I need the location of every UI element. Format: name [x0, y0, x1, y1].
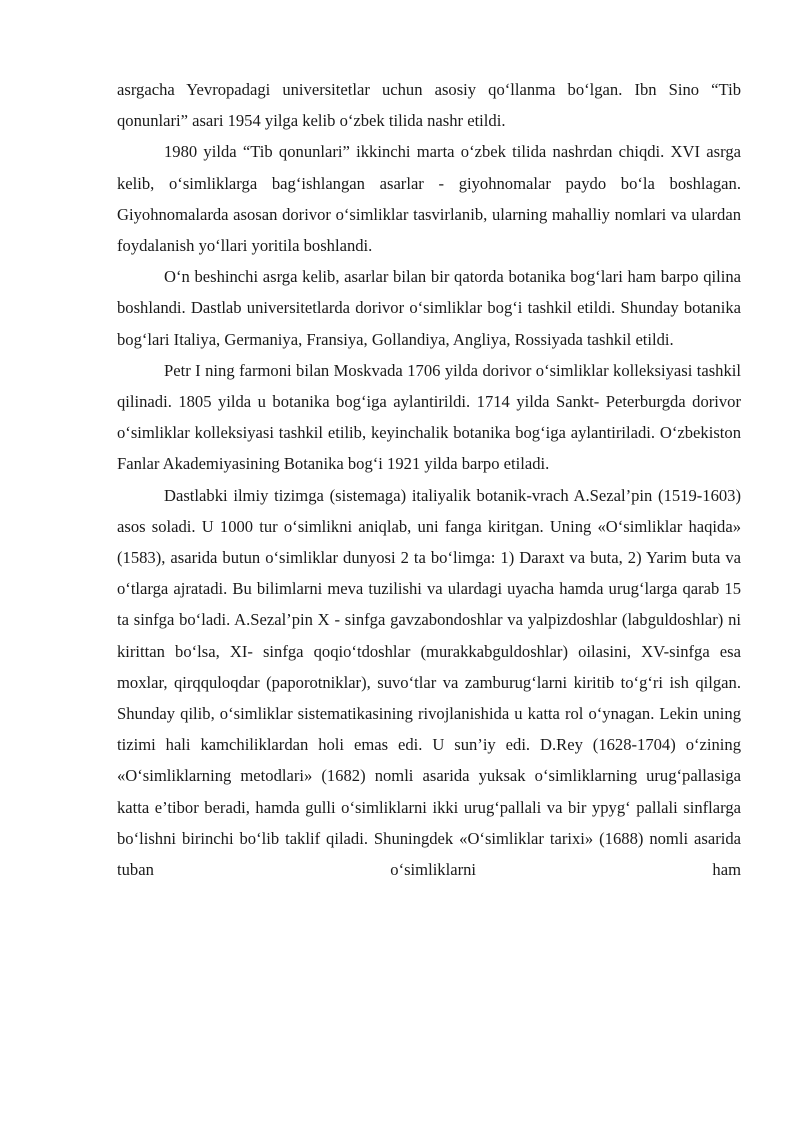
paragraph: O‘n beshinchi asrga kelib, asarlar bilan bir qatorda botanika bog‘lari ham barpo qilina boshlandi. Dastlab universitetlarda dorivor o‘simliklar bog‘i tashkil etildi. Shunday botanika bog‘lari Italiya, Germaniya, Fransiya, Gollandiya, Angliya, Rossiyada tashkil etildi.: [117, 267, 741, 349]
paragraph: Petr I ning farmoni bilan Moskvada 1706 yilda dorivor o‘simliklar kolleksiyasi tashkil qilinadi. 1805 yilda u botanika bog‘iga aylantirildi. 1714 yilda Sankt- Peterburgda dorivor o‘simliklar kolleksiyasi tashkil etilib, keyinchalik botanika bog‘iga aylantiriladi. O‘zbekiston Fanlar Akademiyasining Botanika bog‘i 1921 yilda barpo etiladi.: [117, 360, 741, 474]
paragraph: asrgacha Yevropadagi universitetlar uchun asosiy qo‘llanma bo‘lgan. Ibn Sino “Tib qonunlari” asari 1954 yilga kelib o‘zbek tilida nashr etildi.: [117, 80, 741, 131]
body-text: [117, 74, 741, 885]
paragraph: 1980 yilda “Tib qonunlari” ikkinchi marta o‘zbek tilida nashrdan chiqdi. XVI asrga kelib, o‘simliklarga bag‘ishlangan asarlar - giyohnomalar paydo bo‘la boshlagan. Giyohnomalarda asosan dorivor o‘simliklar tasvirlanib, ularning mahalliy nomlari va ulardan foydalanish yo‘llari yoritila boshlandi.: [117, 142, 741, 256]
paragraph: Dastlabki ilmiy tizimga (sistemaga) italiyalik botanik-vrach A.Sezal’pin (1519-1603) asos soladi. U 1000 tur o‘simlikni aniqlab, uni fanga kiritgan. Uning «O‘simliklar haqida» (1583), asarida butun o‘simliklar dunyosi 2 ta bo‘limga: 1) Daraxt va buta, 2) Yarim buta va o‘tlarga ajratadi. Bu bilimlarni meva tuzilishi va ulardagi uyacha hamda urug‘larga qarab 15 ta sinfga bo‘ladi. A.Sezal’pin X - sinfga gavzabondoshlar va yalpizdoshlar (labguldoshlar) ni kirittan bo‘lsa, XI- sinfga qoqio‘tdoshlar (murakkabguldoshlar) oilasini, XV-sinfga esa moxlar, qirqquloqdar (paporotniklar), suvo‘tlar va zamburug‘larni kiritib to‘g‘ri ish qilgan. Shunday qilib, o‘simliklar sistematikasining rivojlanishida u katta rol o‘ynagan. Lekin uning tizimi hali kamchiliklardan holi emas edi. U sun’iy edi. D.Rey (1628-1704) o‘zining «O‘simliklarning metodlari» (1682) nomli asarida yuksak o‘simliklarning urug‘pallasiga katta e’tibor beradi, hamda gulli o‘simliklarni ikki urug‘pallali va bir ypyg‘ pallali sinflarga bo‘lishni birinchi bo‘lib taklif qiladi. Shuningdek «O‘simliklar tarixi» (1688) nomli asarida tuban o‘simliklarni ham: [117, 485, 741, 880]
